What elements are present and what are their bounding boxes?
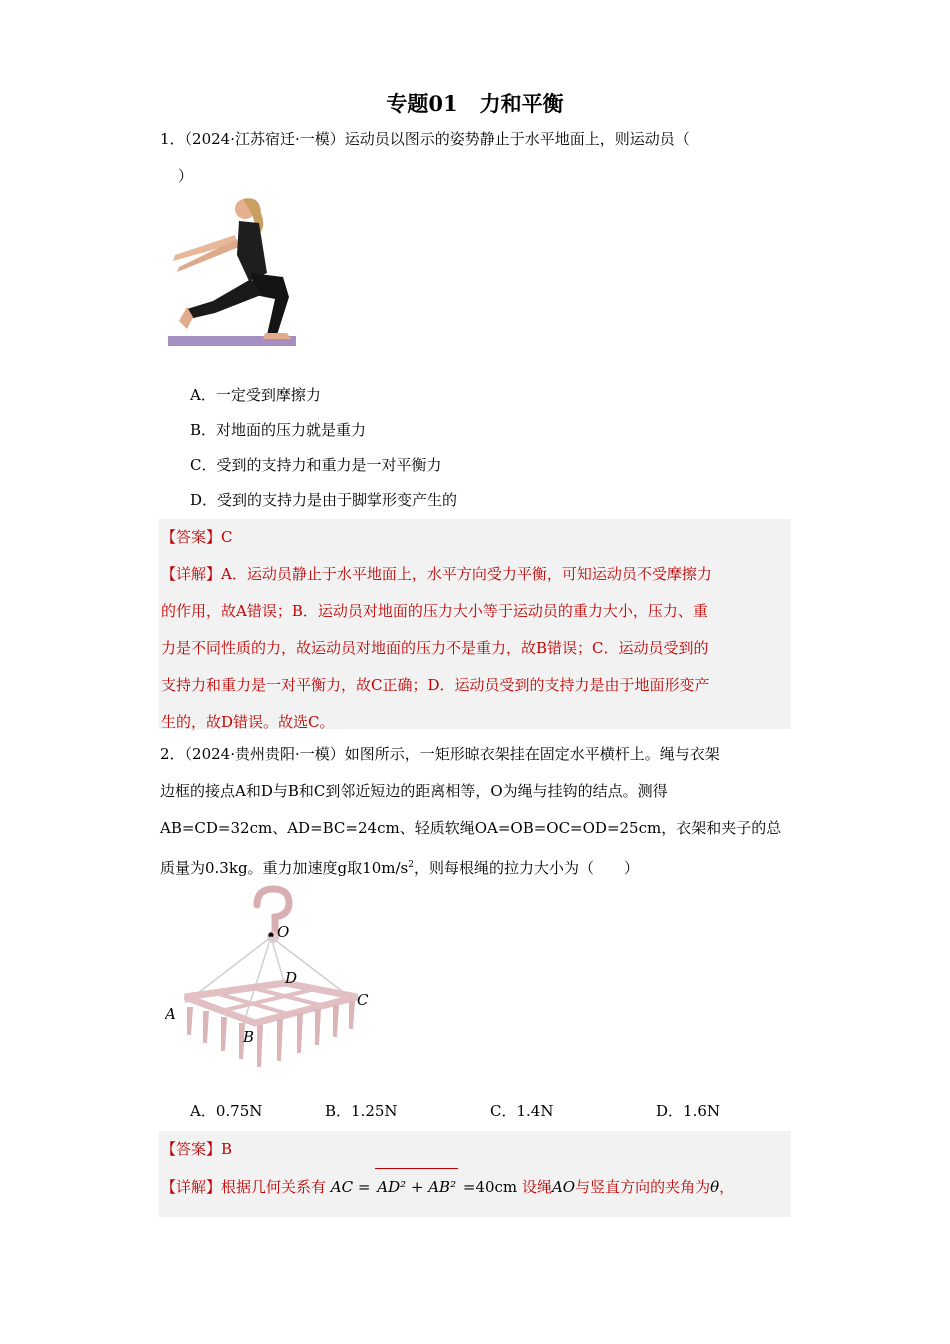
title-text: 力和平衡 [479,91,564,116]
q1-detail-line5: 生的，故D错误。故选C。 [161,713,335,731]
athlete-figure [165,195,300,350]
q1-option-d: D．受到的支持力是由于脚掌形变产生的 [190,491,458,509]
question-1-line2: ） [178,167,194,185]
q1-answer: 【答案】C [161,528,233,546]
q2-answer: 【答案】B [161,1140,233,1158]
page-title [0,88,950,118]
q1-answer-box [159,519,791,729]
eq-sqrt: AD² + AB² [375,1168,458,1206]
q2-option-a: A．0.75N [190,1102,263,1120]
q1-option-a: A．一定受到摩擦力 [190,386,321,404]
question-1-line1: 1．（2024·江苏宿迁·一模）运动员以图示的姿势静止于水平地面上，则运动员（ [160,130,690,148]
q1-detail-line3: 力是不同性质的力，故运动员对地面的压力不是重力，故B错误；C．运动员受到的 [161,639,709,657]
eq-rhs: =40cm [462,1178,518,1196]
question-2 [160,736,790,887]
label-o: O [277,923,290,941]
q2-option-d: D．1.6N [656,1102,721,1120]
question-2-line1: 2．（2024·贵州贵阳·一模）如图所示，一矩形晾衣架挂在固定水平横杆上。绳与衣架 [160,745,720,763]
q1-detail-line1: 【详解】A．运动员静止于水平地面上，水平方向受力平衡，可知运动员不受摩擦力 [161,565,712,583]
q2-answer-box [159,1131,791,1217]
q2-detail: 【详解】根据几何关系有 AC = AD² + AB² =40cm 设绳AO与竖直方向的夹角为θ， [159,1168,791,1206]
q1-detail-line2: 的作用，故A错误；B．运动员对地面的压力大小等于运动员的重力大小，压力、重 [161,602,708,620]
question-2-line2: 边框的接点A和D与B和C到邻近短边的距离相等，O为绳与挂钩的结点。测得 [160,782,668,800]
q2-option-c: C．1.4N [490,1102,554,1120]
label-b: B [243,1028,255,1046]
q1-option-c: C．受到的支持力和重力是一对平衡力 [190,456,442,474]
question-2-line3: AB=CD=32cm、AD=BC=24cm、轻质软绳OA=OB=OC=OD=25cm，衣架和夹子的总 [160,819,782,837]
label-d: D [285,969,298,987]
question-2-line4: 质量为0.3kg。重力加速度g取$10m/s^2$，则每根绳的拉力大小为（ ） [160,859,639,877]
title-number: 专题01 [386,91,458,116]
label-a: A [165,1005,176,1023]
question-1 [160,121,790,195]
q1-option-b: B．对地面的压力就是重力 [190,421,367,439]
label-c: C [357,991,369,1009]
q2-option-b: B．1.25N [325,1102,398,1120]
hanger-figure [165,885,385,1080]
eq-lhs: AC = [330,1178,371,1196]
q1-detail-line4: 支持力和重力是一对平衡力，故C正确；D．运动员受到的支持力是由于地面形变产 [161,676,710,694]
